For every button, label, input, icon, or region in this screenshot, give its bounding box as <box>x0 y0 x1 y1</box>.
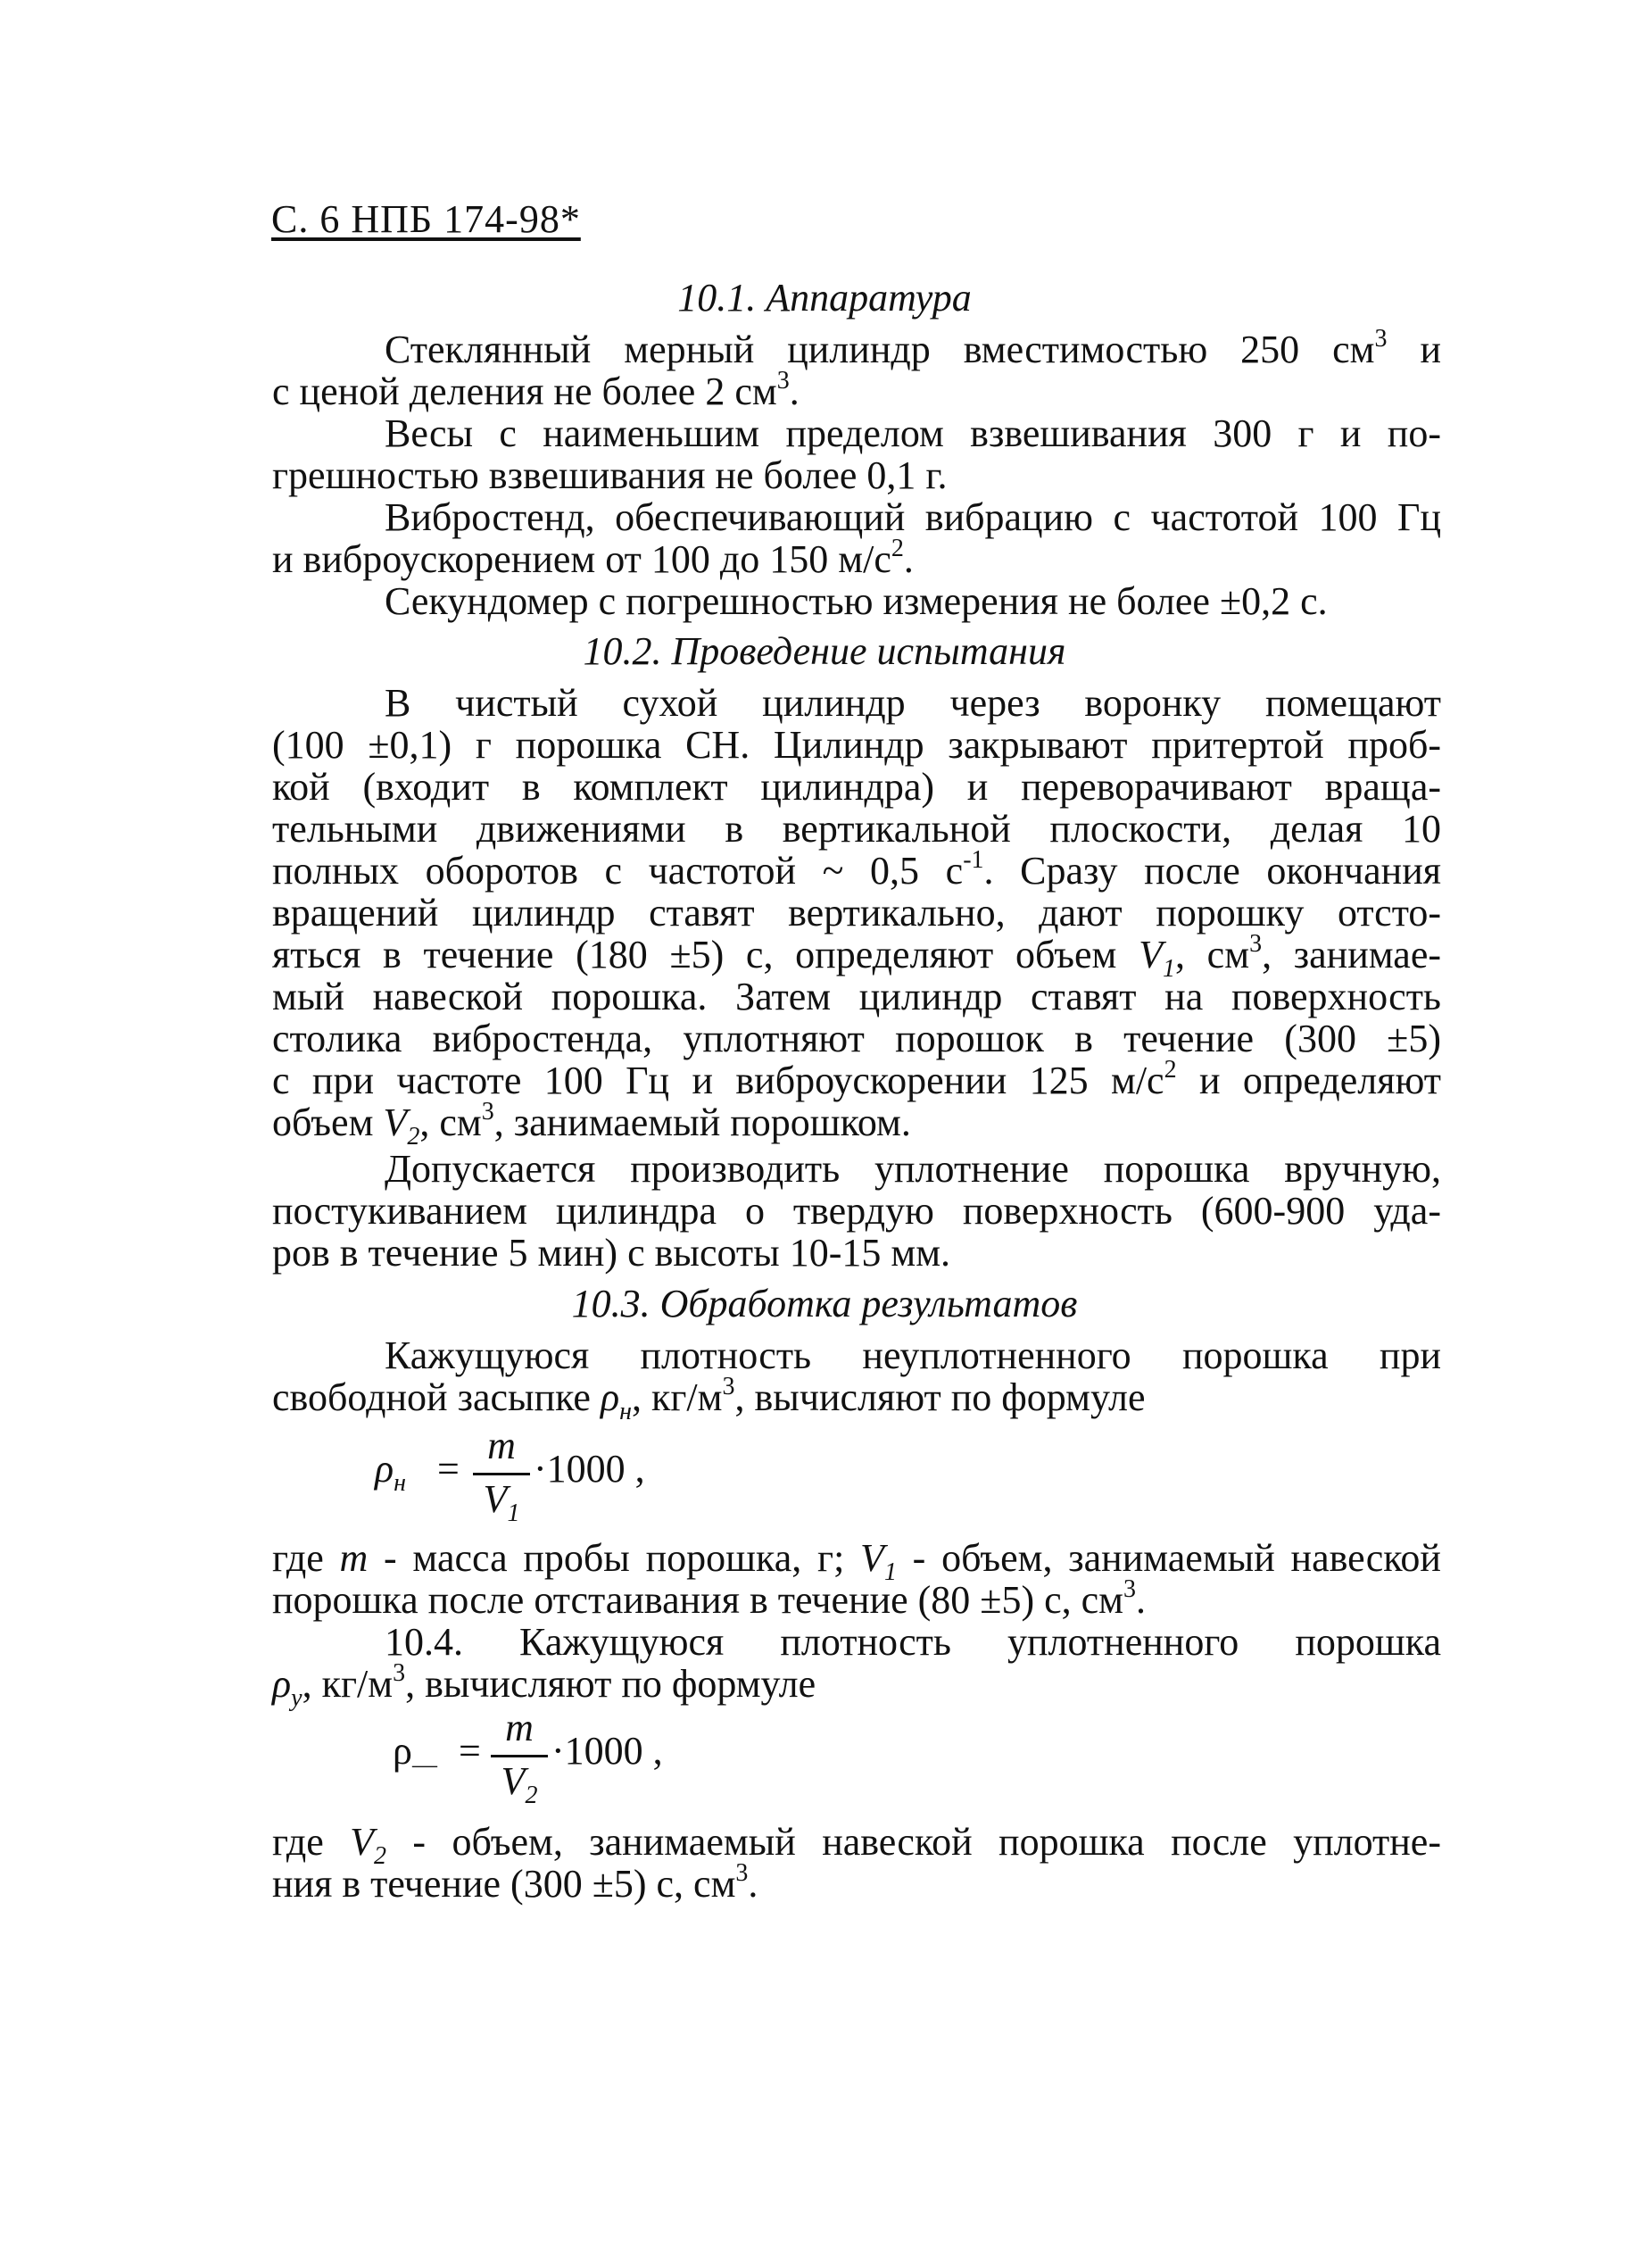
section-10-3-title: 10.3. Обработка результатов <box>571 1282 1078 1325</box>
paragraph-loose-density: Кажущуюся плотность неуплотненного порошка при свободной засыпке $\rho_н$, $кг/м^3$, вычисляют по формуле <box>272 1333 1441 1425</box>
paragraph-apparatus-stopwatch: Секундомер с погрешностью измерения не более ±0,2 с. <box>385 579 1328 623</box>
paragraph-apparatus-cylinder: Стеклянный мерный цилиндр вместимостью 250 $см^3$ и с ценой деления не более 2 $см^3$. <box>272 325 1441 413</box>
paragraph-compacted-density: 10.4. Кажущуюся плотность уплотненного порошка $\rho_у$, $кг/м^3$, вычисляют по формуле <box>272 1620 1441 1712</box>
paragraph-apparatus-scales: Весы с наименьшим пределом взвешивания 300 г и по- грешностью взвешивания не более 0,1 г. <box>272 411 1441 497</box>
section-10-2-title: 10.2. Проведение испытания <box>583 629 1066 673</box>
paragraph-test-procedure: В чистый сухой цилиндр через воронку помещают (100 ±0,1) г порошка СН. Цилиндр закрывают притертой проб- кой (входит в комплект цилиндра) и переворачивают враща- тельными движениями в вертикальной плоскости, делая 10 полных оборотов с частотой ~ 0,5 $с^{-1}$. Сразу после окончания вращений цилиндр ставят вертикально, дают порошку отсто- яться в течение (180 ±5) с, определяют объем $V_1$, $см^3$, занимае- мый навеской порошка. Затем цилиндр ставят на поверхность столика вибростенда, уплотняют порошок в течение (300 ±5) с при частоте 100 Гц и виброускорении 125 $м/с^2$ и определяют объем $V_2$, $см^3$, занимаемый порошком. <box>272 681 1442 1151</box>
section-10-1-title: 10.1. Аппаратура <box>677 276 972 320</box>
page-header: С. 6 НПБ 174-98* <box>271 197 581 241</box>
paragraph-manual-compaction: Допускается производить уплотнение порошка вручную, постукиванием цилиндра о твердую поверхность (600-900 уда- ров в течение 5 мин) с высоты 10-15 мм. <box>272 1147 1441 1275</box>
paragraph-apparatus-vibrostand: Вибростенд, обеспечивающий вибрацию с частотой 100 Гц и виброускорением от 100 до 150 $м/с^2$. <box>272 495 1441 581</box>
formula-loose-density: $\rho_н$ = m $V_1$ ·1000 , <box>375 1424 645 1527</box>
paragraph-compacted-density-legend: где $V_2$ - объем, занимаемый навеской порошка после уплотне- ния в течение (300 ±5) с, $см^3$. <box>272 1820 1441 1906</box>
paragraph-loose-density-legend: где m - масса пробы порошка, г; $V_1$ - объем, занимаемый навеской порошка после отстаивания в течение (80 ±5) с, $см^3$. <box>272 1536 1441 1622</box>
formula-compacted-density: $\rho_—$ = m $V_2$ ·1000 , <box>393 1706 663 1809</box>
